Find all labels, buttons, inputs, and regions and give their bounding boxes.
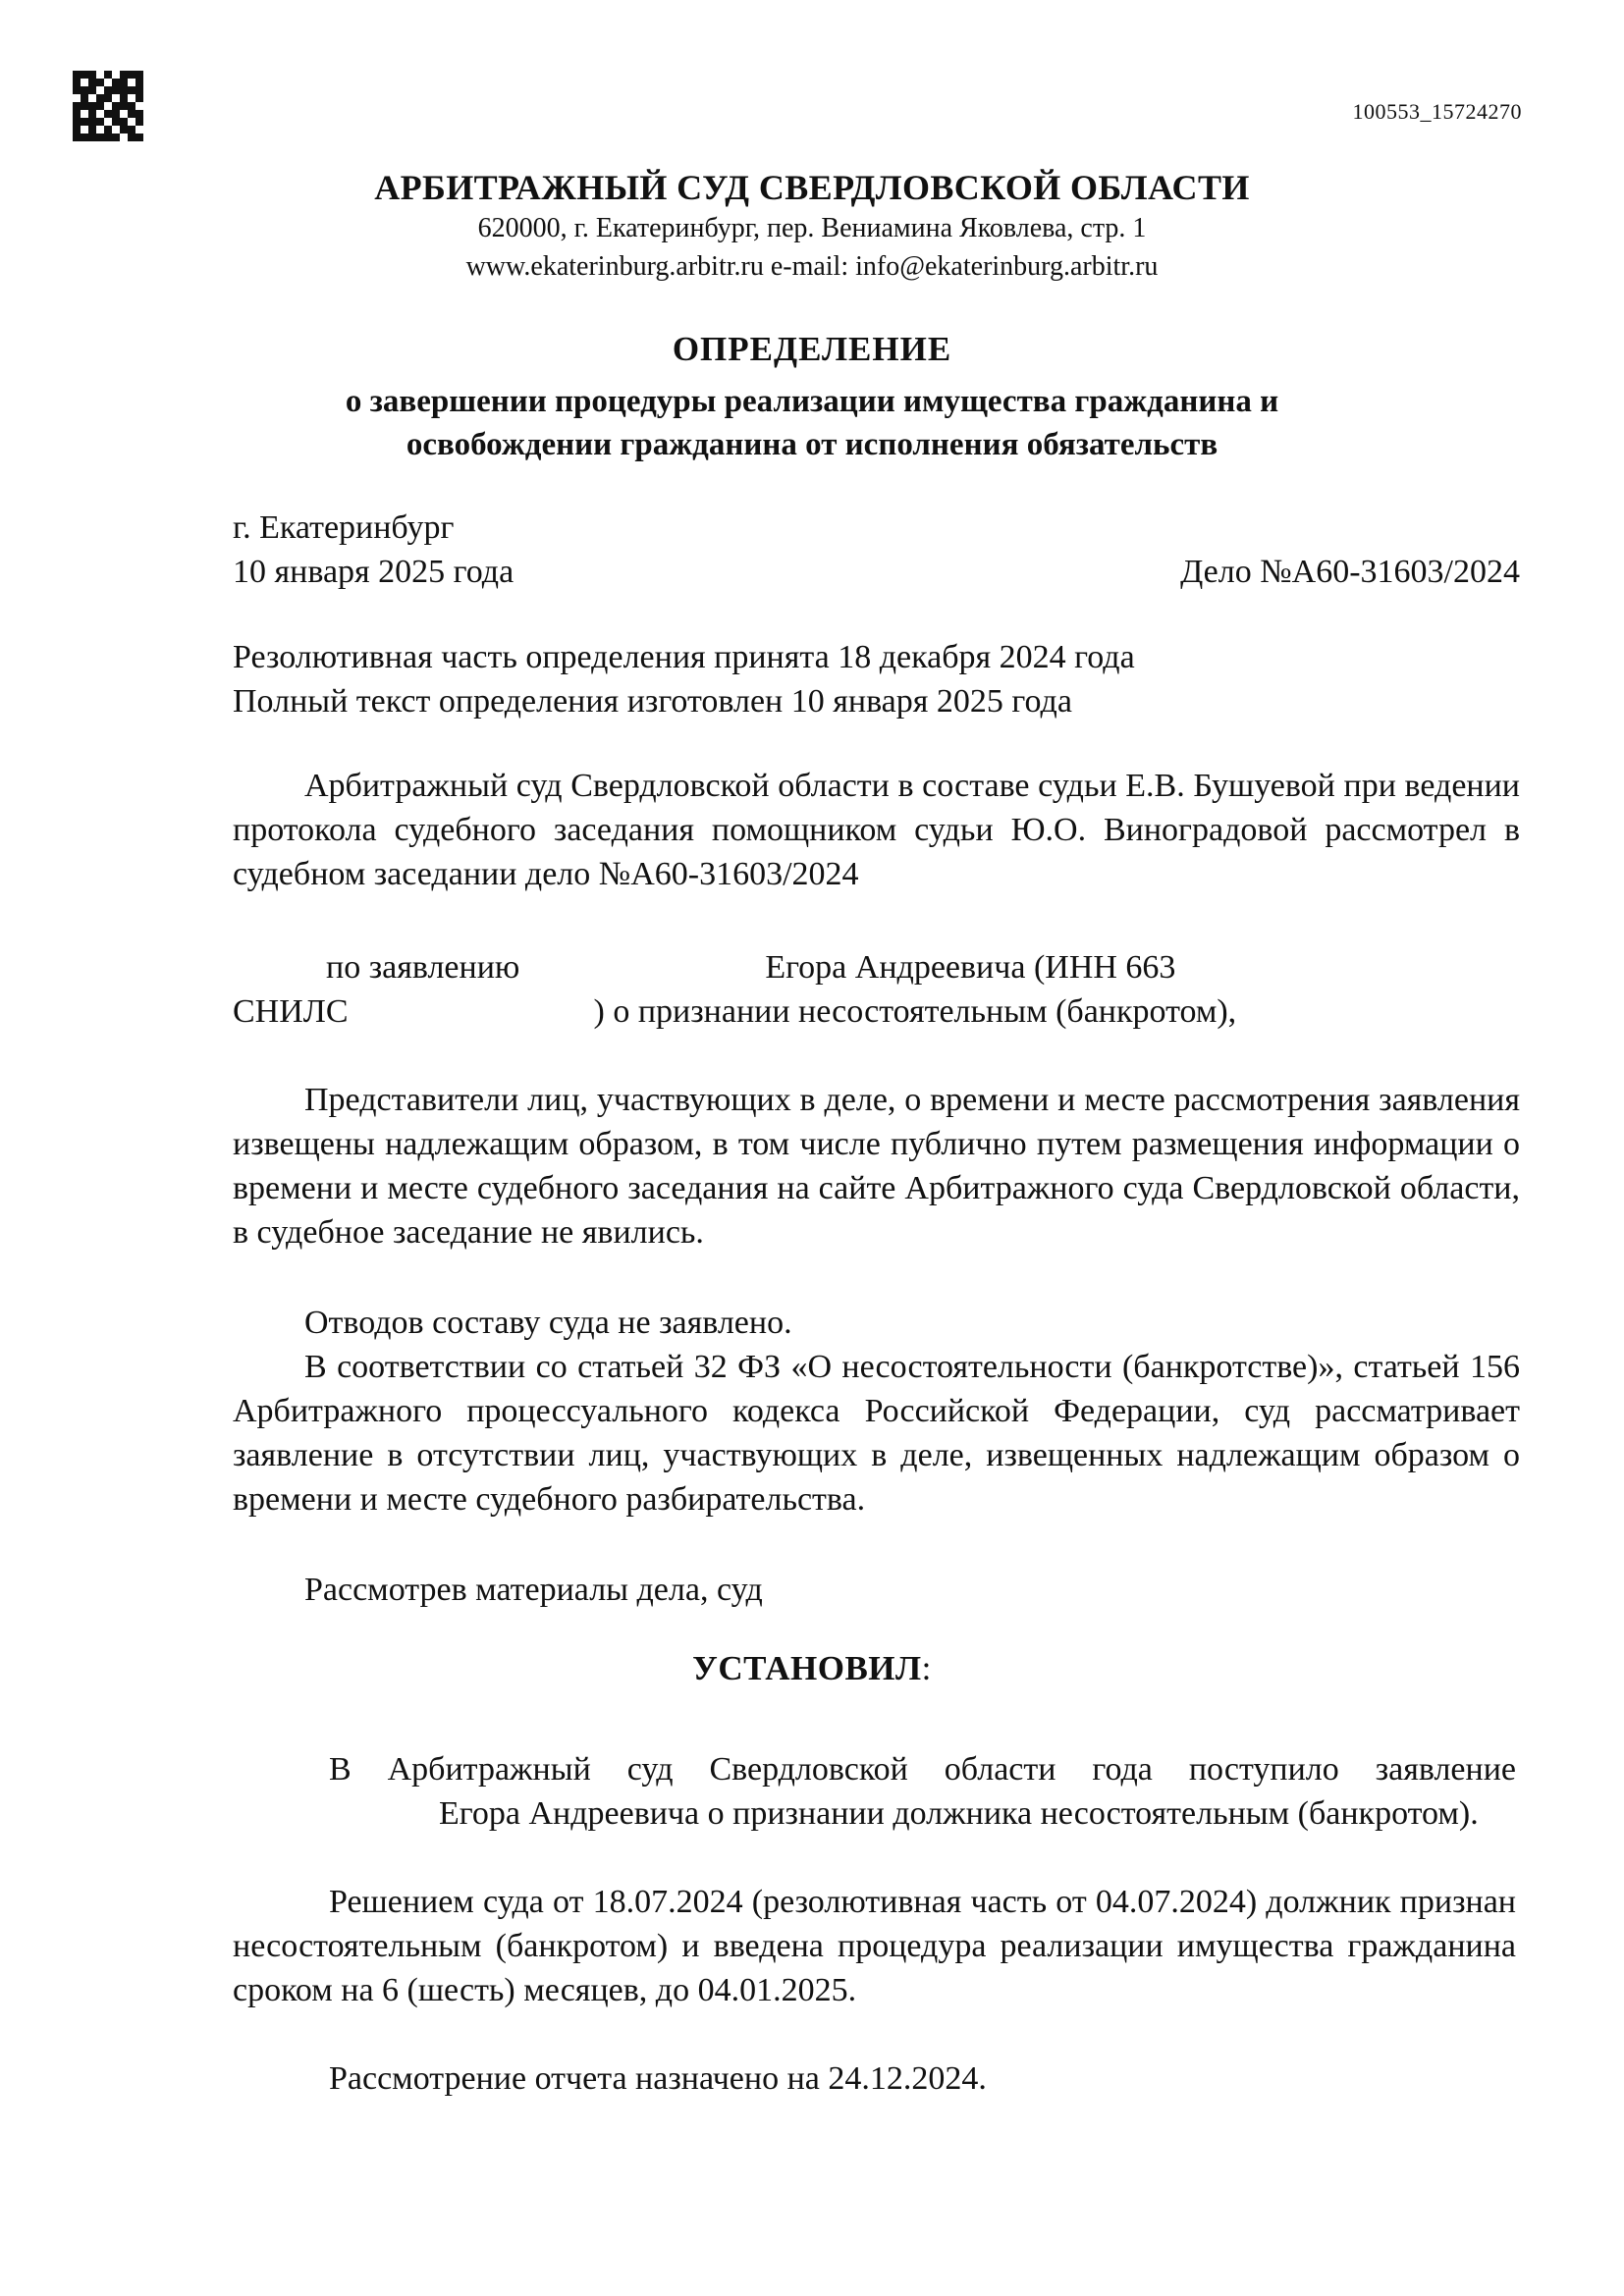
- date-case-row: [233, 550, 1520, 594]
- full-text-date: Полный текст определения изготовлен 10 января 2025 года: [233, 683, 1072, 720]
- resolution-date: Резолютивная часть определения принята 18 декабря 2024 года: [233, 639, 1135, 675]
- document-id: 100553_15724270: [1352, 99, 1522, 124]
- applicant-block: [233, 945, 1520, 1034]
- law-reference-paragraph: В соответствии со статьей 32 ФЗ «О несостоятельности (банкротстве)», статьей 156 Арбитражного процессуального кодекса Российской Федерации, суд рассматривает заявление в отсутствии лиц, участвующих в деле, извещенных надлежащим образом о времени и месте судебного разбирательства.: [233, 1349, 1520, 1518]
- document-subtitle: [0, 380, 1624, 466]
- snils-line: [233, 989, 1520, 1034]
- no-challenges-paragraph: Отводов составу суда не заявлено.: [304, 1305, 792, 1341]
- court-contacts: www.ekaterinburg.arbitr.ru e-mail: info@ekaterinburg.arbitr.ru: [465, 251, 1159, 282]
- applicant-name: Егора Андреевича (ИНН 663: [765, 949, 1176, 986]
- established-heading: [0, 1649, 1624, 1688]
- case-number: Дело №А60-31603/2024: [1180, 554, 1520, 590]
- court-name: АРБИТРАЖНЫЙ СУД СВЕРДЛОВСКОЙ ОБЛАСТИ: [374, 168, 1250, 207]
- established-p1-rest: Егора Андреевича о признании должника несостоятельным (банкротом).: [439, 1795, 1479, 1832]
- established-paragraph-1: [233, 1747, 1516, 1836]
- representatives-paragraph: Представители лиц, участвующих в деле, о времени и месте рассмотрения заявления извещены надлежащим образом, в том числе публично путем размещения информации о времени и месте судебного заседания на сайте Арбитражного суда Свердловской области, в судебное заседание не явились.: [233, 1082, 1520, 1251]
- established-p1-line1: В Арбитражный суд Свердловской области года поступило заявление: [329, 1751, 1516, 1788]
- document-date: 10 января 2025 года: [233, 554, 514, 590]
- established-heading-colon: :: [921, 1649, 932, 1687]
- snils-suffix: ) о признании несостоятельным (банкротом),: [593, 993, 1237, 1030]
- established-paragraph-2: Решением суда от 18.07.2024 (резолютивная часть от 04.07.2024) должник признан несостоятельным (банкротом) и введена процедура реализации имущества гражданина сроком на 6 (шесть) месяцев, до 04.01.2025.: [233, 1884, 1516, 2008]
- document-title: ОПРЕДЕЛЕНИЕ: [672, 330, 952, 368]
- subtitle-line-1: о завершении процедуры реализации имущества гражданина и: [345, 384, 1279, 419]
- applicant-prefix: по заявлению: [326, 949, 520, 986]
- city: г. Екатеринбург: [233, 509, 455, 546]
- having-reviewed-paragraph: Рассмотрев материалы дела, суд: [304, 1572, 763, 1608]
- document-meta: [233, 506, 1520, 594]
- established-paragraph-3: Рассмотрение отчета назначено на 24.12.2024.: [329, 2060, 987, 2097]
- snils-prefix: СНИЛС: [233, 993, 349, 1030]
- qr-code: [73, 71, 143, 141]
- established-heading-text: УСТАНОВИЛ: [692, 1649, 922, 1687]
- applicant-line: [233, 945, 1520, 989]
- court-address: 620000, г. Екатеринбург, пер. Вениамина Яковлева, стр. 1: [477, 213, 1147, 243]
- dates-block: [233, 635, 1520, 723]
- intro-paragraph: Арбитражный суд Свердловской области в составе судьи Е.В. Бушуевой при ведении протокола судебного заседания помощником судьи Ю.О. Виноградовой рассмотрел в судебном заседании дело №А60-31603/2024: [233, 768, 1520, 892]
- subtitle-line-2: освобождении гражданина от исполнения обязательств: [406, 427, 1218, 462]
